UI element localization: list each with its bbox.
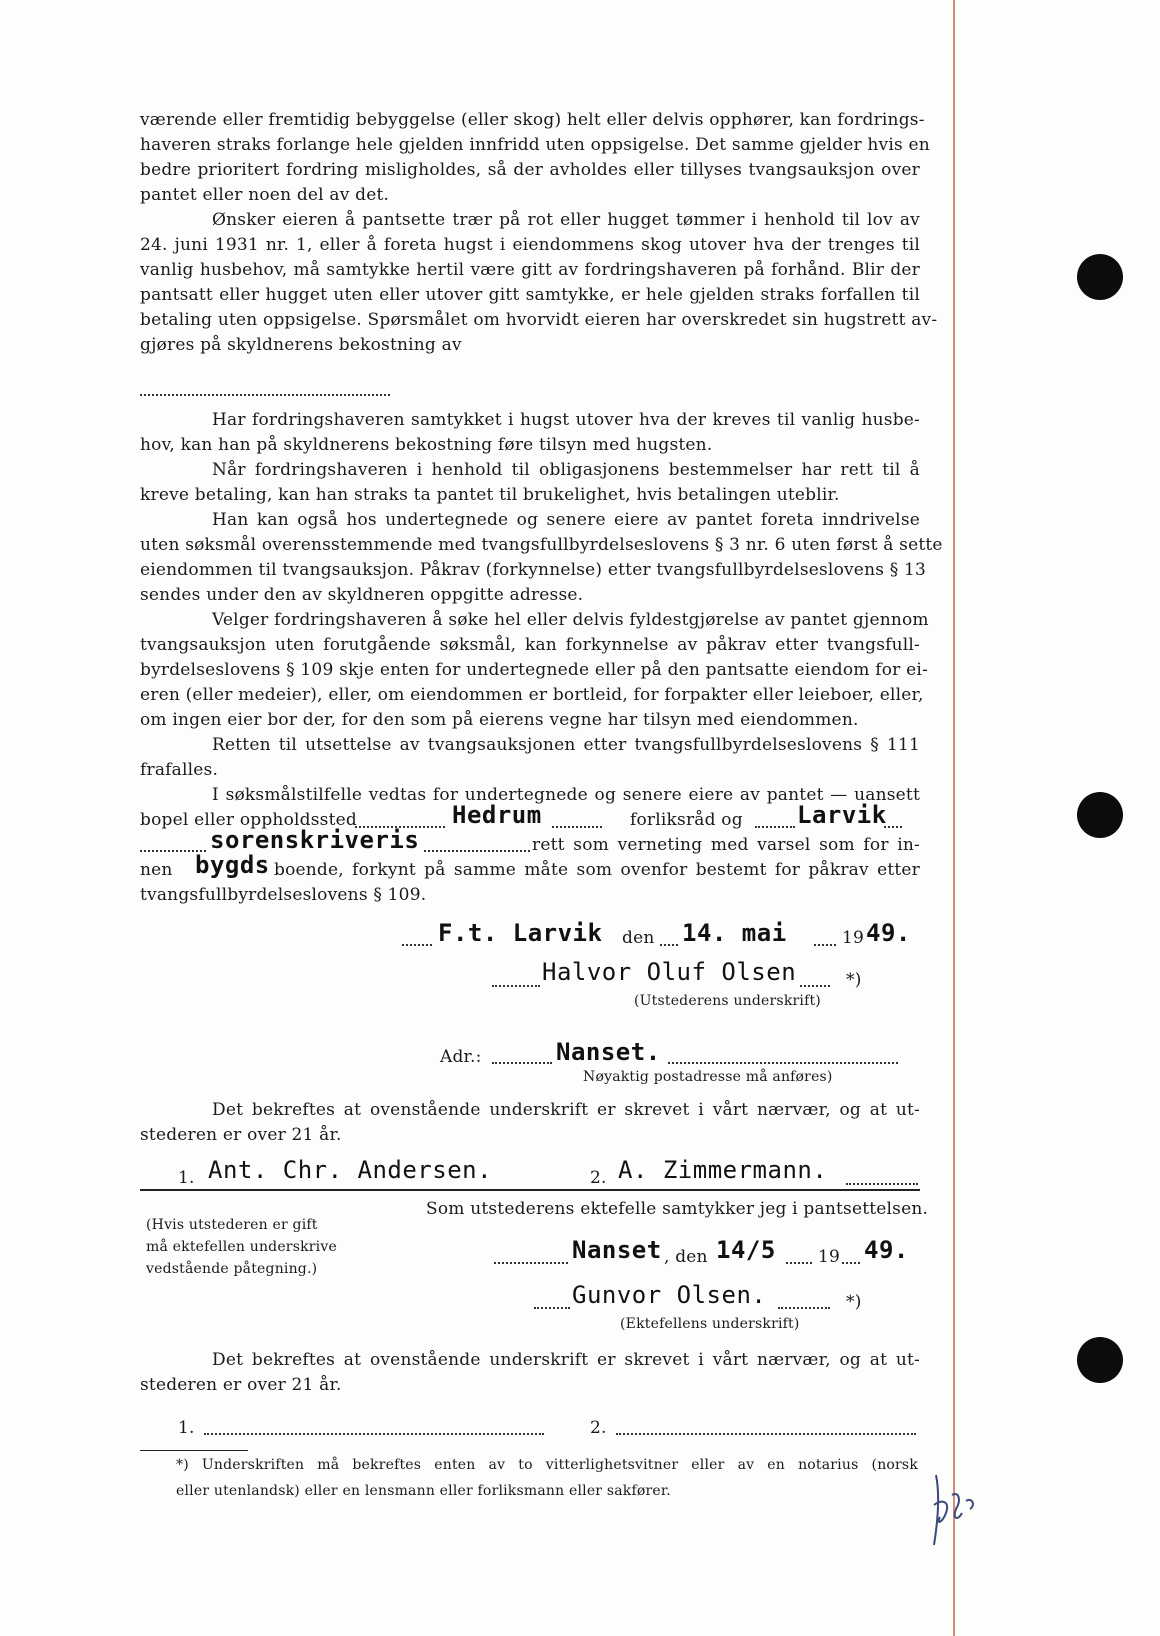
dotted-fill-line [552,826,602,828]
dotted-fill-line [884,826,902,828]
typed-day: 14. mai [682,919,787,947]
dotted-fill-line [424,850,530,852]
body-line: hov, kan han på skyldnerens bekostning føre tilsyn med hugsten. [140,435,713,455]
venue-text: nen [140,860,173,880]
venue-text: tvangsfullbyrdelseslovens § 109. [140,885,427,905]
typed-address: Nanset. [556,1038,661,1066]
body-line: om ingen eier bor der, for den som på eierens vegne har tilsyn med eiendommen. [140,710,859,730]
dotted-fill-line [786,1262,812,1264]
body-line: I søksmålstilfelle vedtas for undertegnede og senere eiere av pantet — uansett [212,785,920,805]
witness-text: stederen er over 21 år. [140,1375,342,1395]
body-line: Retten til utsettelse av tvangsauksjonen etter tvangsfullbyrdelseslovens § 111 [212,735,920,755]
dotted-fill-line [800,985,830,987]
handwritten-initials-icon [928,1465,988,1565]
body-line: pantsatt eller hugget uten eller utover gitt samtykke, er hele gjelden straks forfallen til [140,285,920,305]
body-line: eren (eller medeier), eller, om eiendommen er bortleid, for forpakter eller leieboer, eller, [140,685,924,705]
punch-hole-icon [1077,254,1123,300]
year-prefix: 19 [818,1247,841,1267]
body-line: 24. juni 1931 nr. 1, eller å foreta hugst i eiendommens skog utover hva der trenges til [140,235,920,255]
dotted-fill-line [755,826,795,828]
punch-hole-icon [1077,1337,1123,1383]
date-label: den [622,928,655,948]
body-line: gjøres på skyldnerens bekostning av [140,335,462,355]
witness-text: stederen er over 21 år. [140,1125,342,1145]
footnote-text: *) Underskriften må bekreftes enten av to vitterlighetsvitner eller av en notarius (norsk [176,1457,918,1473]
body-line: Han kan også hos undertegnede og senere eiere av pantet foreta inndrivelse [212,510,920,530]
body-line: sendes under den av skyldneren oppgitte adresse. [140,585,584,605]
body-line: Velger fordringshaveren å søke hel eller delvis fyldestgjørelse av pantet gjennom [212,610,929,630]
venue-text: boende, forkynt på samme måte som ovenfor bestemt for påkrav etter [274,860,920,880]
typed-spouse-place: Nanset [572,1236,662,1264]
body-line: pantet eller noen del av det. [140,185,390,205]
divider [140,1189,920,1191]
issuer-name: Halvor Oluf Olsen [542,958,797,986]
body-line: byrdelseslovens § 109 skje enten for undertegnede eller på den pantsatte eiendom for ei- [140,660,928,680]
witness-number: 1. [178,1418,195,1438]
typed-place: F.t. Larvik [438,919,603,947]
dotted-fill-line [140,394,390,396]
dotted-fill-line [846,1183,918,1185]
dotted-fill-line [492,985,540,987]
body-line: bedre prioritert fordring misligholdes, så der avholdes eller tillyses tvangsauksjon over [140,160,920,180]
dotted-fill-line [204,1433,544,1435]
spouse-note: må ektefellen underskrive [146,1239,337,1255]
body-line: Når fordringshaveren i henhold til obligasjonens bestemmelser har rett til å [212,460,920,480]
body-line: uten søksmål overensstemmende med tvangsfullbyrdelseslovens § 3 nr. 6 uten først å sette [140,535,943,555]
dotted-fill-line [668,1062,898,1064]
spouse-consent: Som utstederens ektefelle samtykker jeg i pantsettelsen. [426,1199,929,1219]
typed-bygd: bygds [195,851,270,879]
dotted-fill-line [814,944,836,946]
footnote-rule [140,1450,248,1451]
venue-text: bopel eller oppholdssted [140,810,357,830]
venue-text: rett som verneting med varsel som for in- [532,835,920,855]
body-line: værende eller fremtidig bebyggelse (eller skog) helt eller delvis opphører, kan fordrings- [140,110,925,130]
witness-text: Det bekreftes at ovenstående underskrift er skrevet i vårt nærvær, og at ut- [212,1350,920,1370]
typed-forliksrad: Hedrum [452,801,542,829]
dotted-fill-line [492,1062,552,1064]
witness-number: 1. [178,1168,195,1188]
typed-year: 49. [866,919,911,947]
typed-town: Larvik [797,801,887,829]
witness-number: 2. [590,1168,607,1188]
dotted-fill-line [616,1433,916,1435]
date-label: , den [664,1247,708,1267]
venue-text: forliksråd og [630,810,743,830]
body-line: vanlig husbehov, må samtykke hertil være gitt av fordringshaveren på forhånd. Blir der [140,260,920,280]
witness-text: Det bekreftes at ovenstående underskrift er skrevet i vårt nærvær, og at ut- [212,1100,920,1120]
dotted-fill-line [842,1262,860,1264]
body-line: tvangsauksjon uten forutgående søksmål, kan forkynnelse av påkrav etter tvangsfull- [140,635,920,655]
footnote-text: eller utenlandsk) eller en lensmann eller forliksmann eller sakfører. [176,1483,671,1499]
address-label: Adr.: [440,1047,482,1067]
spouse-note: (Hvis utstederen er gift [146,1217,318,1233]
body-line: Ønsker eieren å pantsette trær på rot eller hugget tømmer i henhold til lov av [212,210,920,230]
typed-court: sorenskriveris [210,826,420,854]
red-margin-line [953,0,955,1636]
witness-name: Ant. Chr. Andersen. [208,1156,493,1184]
spouse-caption: (Ektefellens underskrift) [620,1316,800,1332]
body-line: kreve betaling, kan han straks ta pantet til brukelighet, hvis betalingen uteblir. [140,485,840,505]
body-line: Har fordringshaveren samtykket i hugst utover hva der kreves til vanlig husbe- [212,410,920,430]
address-caption: Nøyaktig postadresse må anføres) [583,1069,833,1085]
witness-number: 2. [590,1418,607,1438]
witness-name: A. Zimmermann. [618,1156,828,1184]
spouse-note: vedstående påtegning.) [146,1261,318,1277]
issuer-caption: (Utstederens underskrift) [634,993,821,1009]
punch-hole-icon [1077,792,1123,838]
dotted-fill-line [534,1307,570,1309]
dotted-fill-line [660,944,678,946]
spouse-name: Gunvor Olsen. [572,1281,767,1309]
year-prefix: 19 [842,928,865,948]
typed-spouse-date: 14/5 [716,1236,776,1264]
body-line: betaling uten oppsigelse. Spørsmålet om hvorvidt eieren har overskredet sin hugstrett av- [140,310,938,330]
footnote-mark: *) [846,970,862,990]
dotted-fill-line [778,1307,830,1309]
footnote-mark: *) [846,1292,862,1312]
body-line: frafalles. [140,760,219,780]
typed-year: 49. [864,1236,909,1264]
dotted-fill-line [402,944,432,946]
body-line: haveren straks forlange hele gjelden innfridd uten oppsigelse. Det samme gjelder hvis en [140,135,930,155]
body-line: eiendommen til tvangsauksjon. Påkrav (forkynnelse) etter tvangsfullbyrdelseslovens § 13 [140,560,927,580]
dotted-fill-line [494,1262,568,1264]
